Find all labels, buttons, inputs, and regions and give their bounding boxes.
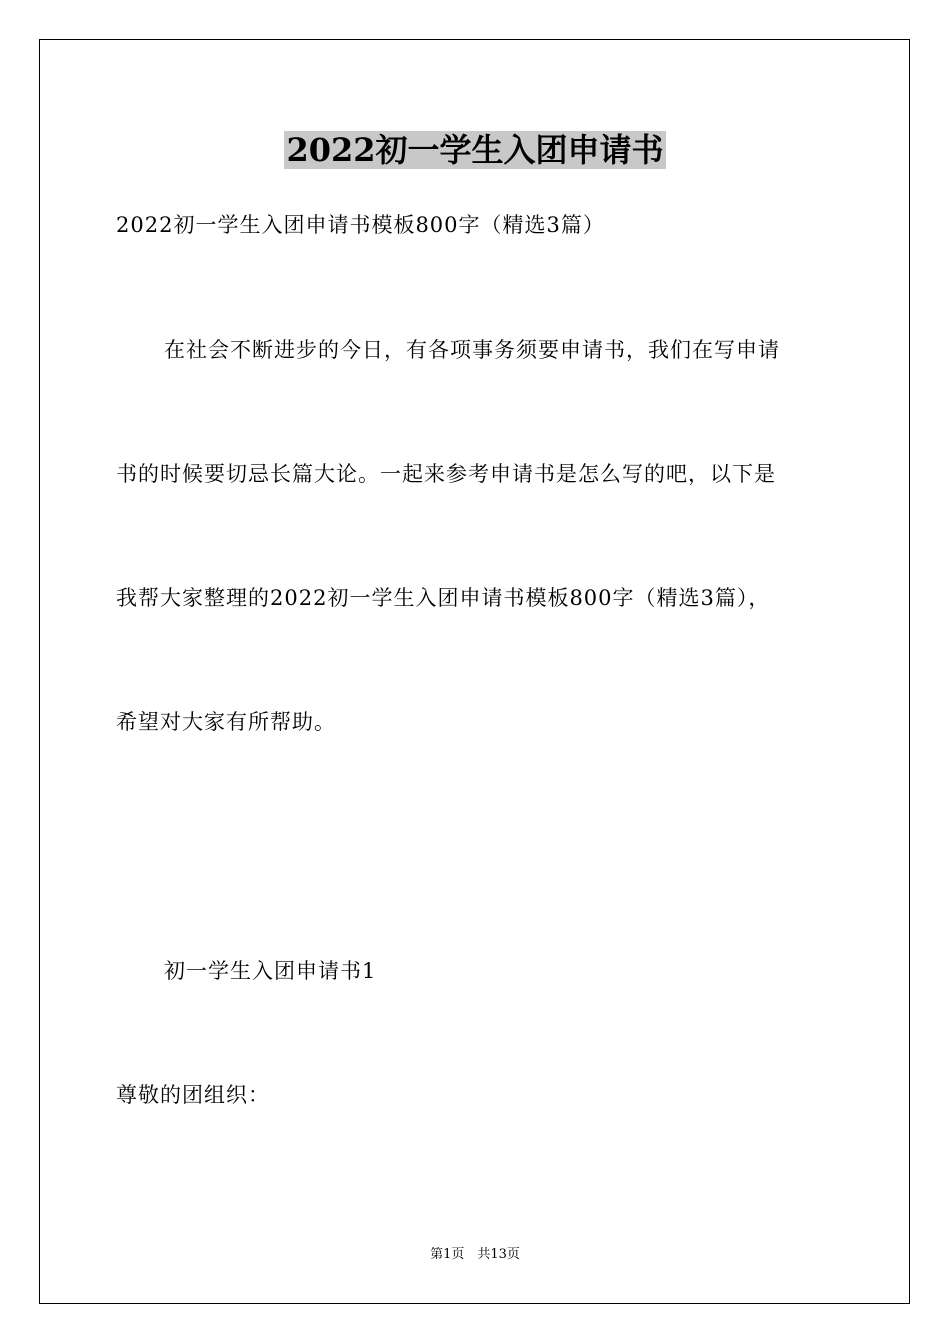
document-title-text: 2022初一学生入团申请书 [286,131,664,169]
page-footer: 第1页 共13页 [430,1247,520,1262]
section-heading: 初一学生入团申请书1 [164,959,377,983]
intro-line-1: 在社会不断进步的今日，有各项事务须要申请书，我们在写申请 [164,338,780,362]
intro-line-3: 我帮大家整理的2022初一学生入团申请书模板800字（精选3篇）， [116,586,771,610]
salutation: 尊敬的团组织： [116,1083,270,1107]
intro-line-4: 希望对大家有所帮助。 [116,710,336,734]
document-title [0,130,950,170]
document-subtitle: 2022初一学生入团申请书模板800字（精选3篇） [116,213,605,237]
intro-line-2: 书的时候要切忌长篇大论。一起来参考申请书是怎么写的吧，以下是 [116,462,776,486]
